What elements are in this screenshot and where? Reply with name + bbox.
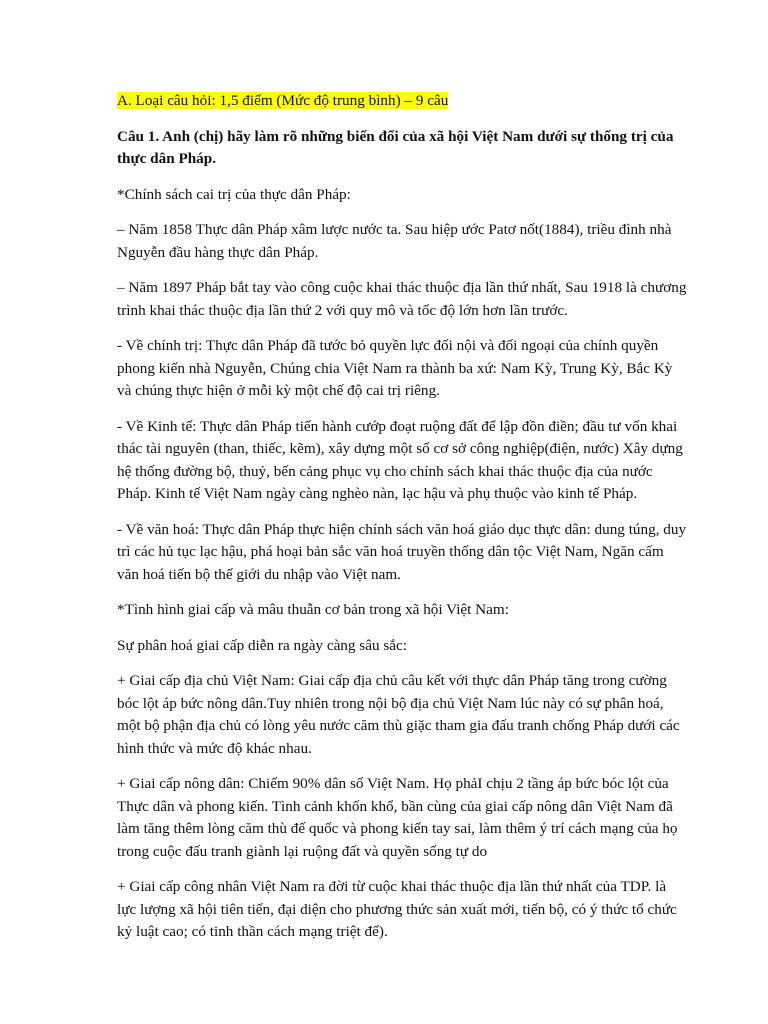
paragraph-landlords: + Giai cấp địa chủ Việt Nam: Giai cấp địa chủ câu kết với thực dân Pháp tăng trong cường bóc lột áp bức nông dân.Tuy nhiên trong nội bộ địa chủ Việt Nam lúc này có sự phân hoá, một bộ phận địa chủ có lòng yêu nước căm thù giặc tham gia đấu tranh chống Pháp dưới các hình thức và mức độ khác nhau. bbox=[117, 672, 680, 757]
section-heading-line bbox=[117, 90, 687, 113]
paragraph-peasants: + Giai cấp nông dân: Chiếm 90% dân số Việt Nam. Họ phảI chịu 2 tầng áp bức bóc lột của Thực dân và phong kiến. Tình cảnh khốn khổ, bần cùng của giai cấp nông dân Việt Nam đã làm tăng thêm lòng căm thù đế quốc và phong kiến tay sai, làm thêm ý trí cách mạng của họ trong cuộc đấu tranh giành lại ruộng đất và quyền sống tự do bbox=[117, 775, 678, 860]
paragraph-workers: + Giai cấp công nhân Việt Nam ra đời từ cuộc khai thác thuộc địa lần thứ nhất của TDP. là lực lượng xã hội tiên tiến, đại diện cho phương thức sản xuất mới, tiến bộ, có ý thức tổ chức kỷ luật cao; có tinh thần cách mạng triệt để). bbox=[117, 878, 677, 940]
document-body bbox=[117, 90, 687, 957]
paragraph-policy-heading: *Chính sách cai trị của thực dân Pháp: bbox=[117, 185, 351, 203]
paragraph-class-intro: Sự phân hoá giai cấp diễn ra ngày càng sâu sắc: bbox=[117, 636, 407, 654]
paragraph-economy: - Về Kinh tế: Thực dân Pháp tiến hành cướp đoạt ruộng đất để lập đồn điền; đầu tư vốn khai thác tài nguyên (than, thiếc, kẽm), xây dựng một số cơ sở công nghiệp(điện, nước) Xây dựng hệ thống đường bộ, thuỷ, bến cảng phục vụ cho chính sách khai thác thuộc địa của nước Pháp. Kinh tế Việt Nam ngày càng nghèo nàn, lạc hậu và phụ thuộc vào kinh tế Pháp. bbox=[117, 417, 683, 502]
paragraph-culture: - Về văn hoá: Thực dân Pháp thực hiện chính sách văn hoá giáo dục thực dân: dung túng, duy trì các hủ tục lạc hậu, phá hoại bản sắc văn hoá truyền thống dân tộc Việt Nam, Ngăn cấm văn hoá tiến bộ thế giới du nhập vào Việt nam. bbox=[117, 520, 687, 583]
paragraph-1897: – Năm 1897 Pháp bắt tay vào công cuộc khai thác thuộc địa lần thứ nhất, Sau 1918 là chương trình khai thác thuộc địa lần thứ 2 với quy mô và tốc độ lớn hơn lần trước. bbox=[117, 279, 687, 319]
paragraph-class-heading: *Tình hình giai cấp và mâu thuẫn cơ bản trong xã hội Việt Nam: bbox=[117, 601, 509, 618]
section-heading: A. Loại câu hỏi: 1,5 điểm (Mức độ trung bình) – 9 câu bbox=[117, 92, 449, 109]
paragraph-politics: - Về chính trị: Thực dân Pháp đã tước bỏ quyền lực đối nội và đối ngoại của chính quyền phong kiến nhà Nguyễn, Chúng chia Việt Nam ra thành ba xứ: Nam Kỳ, Trung Kỳ, Bắc Kỳ và chúng thực hiện ở mỗi kỳ một chế độ cai trị riêng. bbox=[117, 337, 673, 399]
question-title: Câu 1. Anh (chị) hãy làm rõ những biến đổi của xã hội Việt Nam dưới sự thống trị của thực dân Pháp. bbox=[117, 127, 674, 167]
paragraph-1858: – Năm 1858 Thực dân Pháp xâm lược nước ta. Sau hiệp ước Patơ nốt(1884), triều đình nhà Nguyễn đầu hàng thực dân Pháp. bbox=[117, 221, 672, 261]
